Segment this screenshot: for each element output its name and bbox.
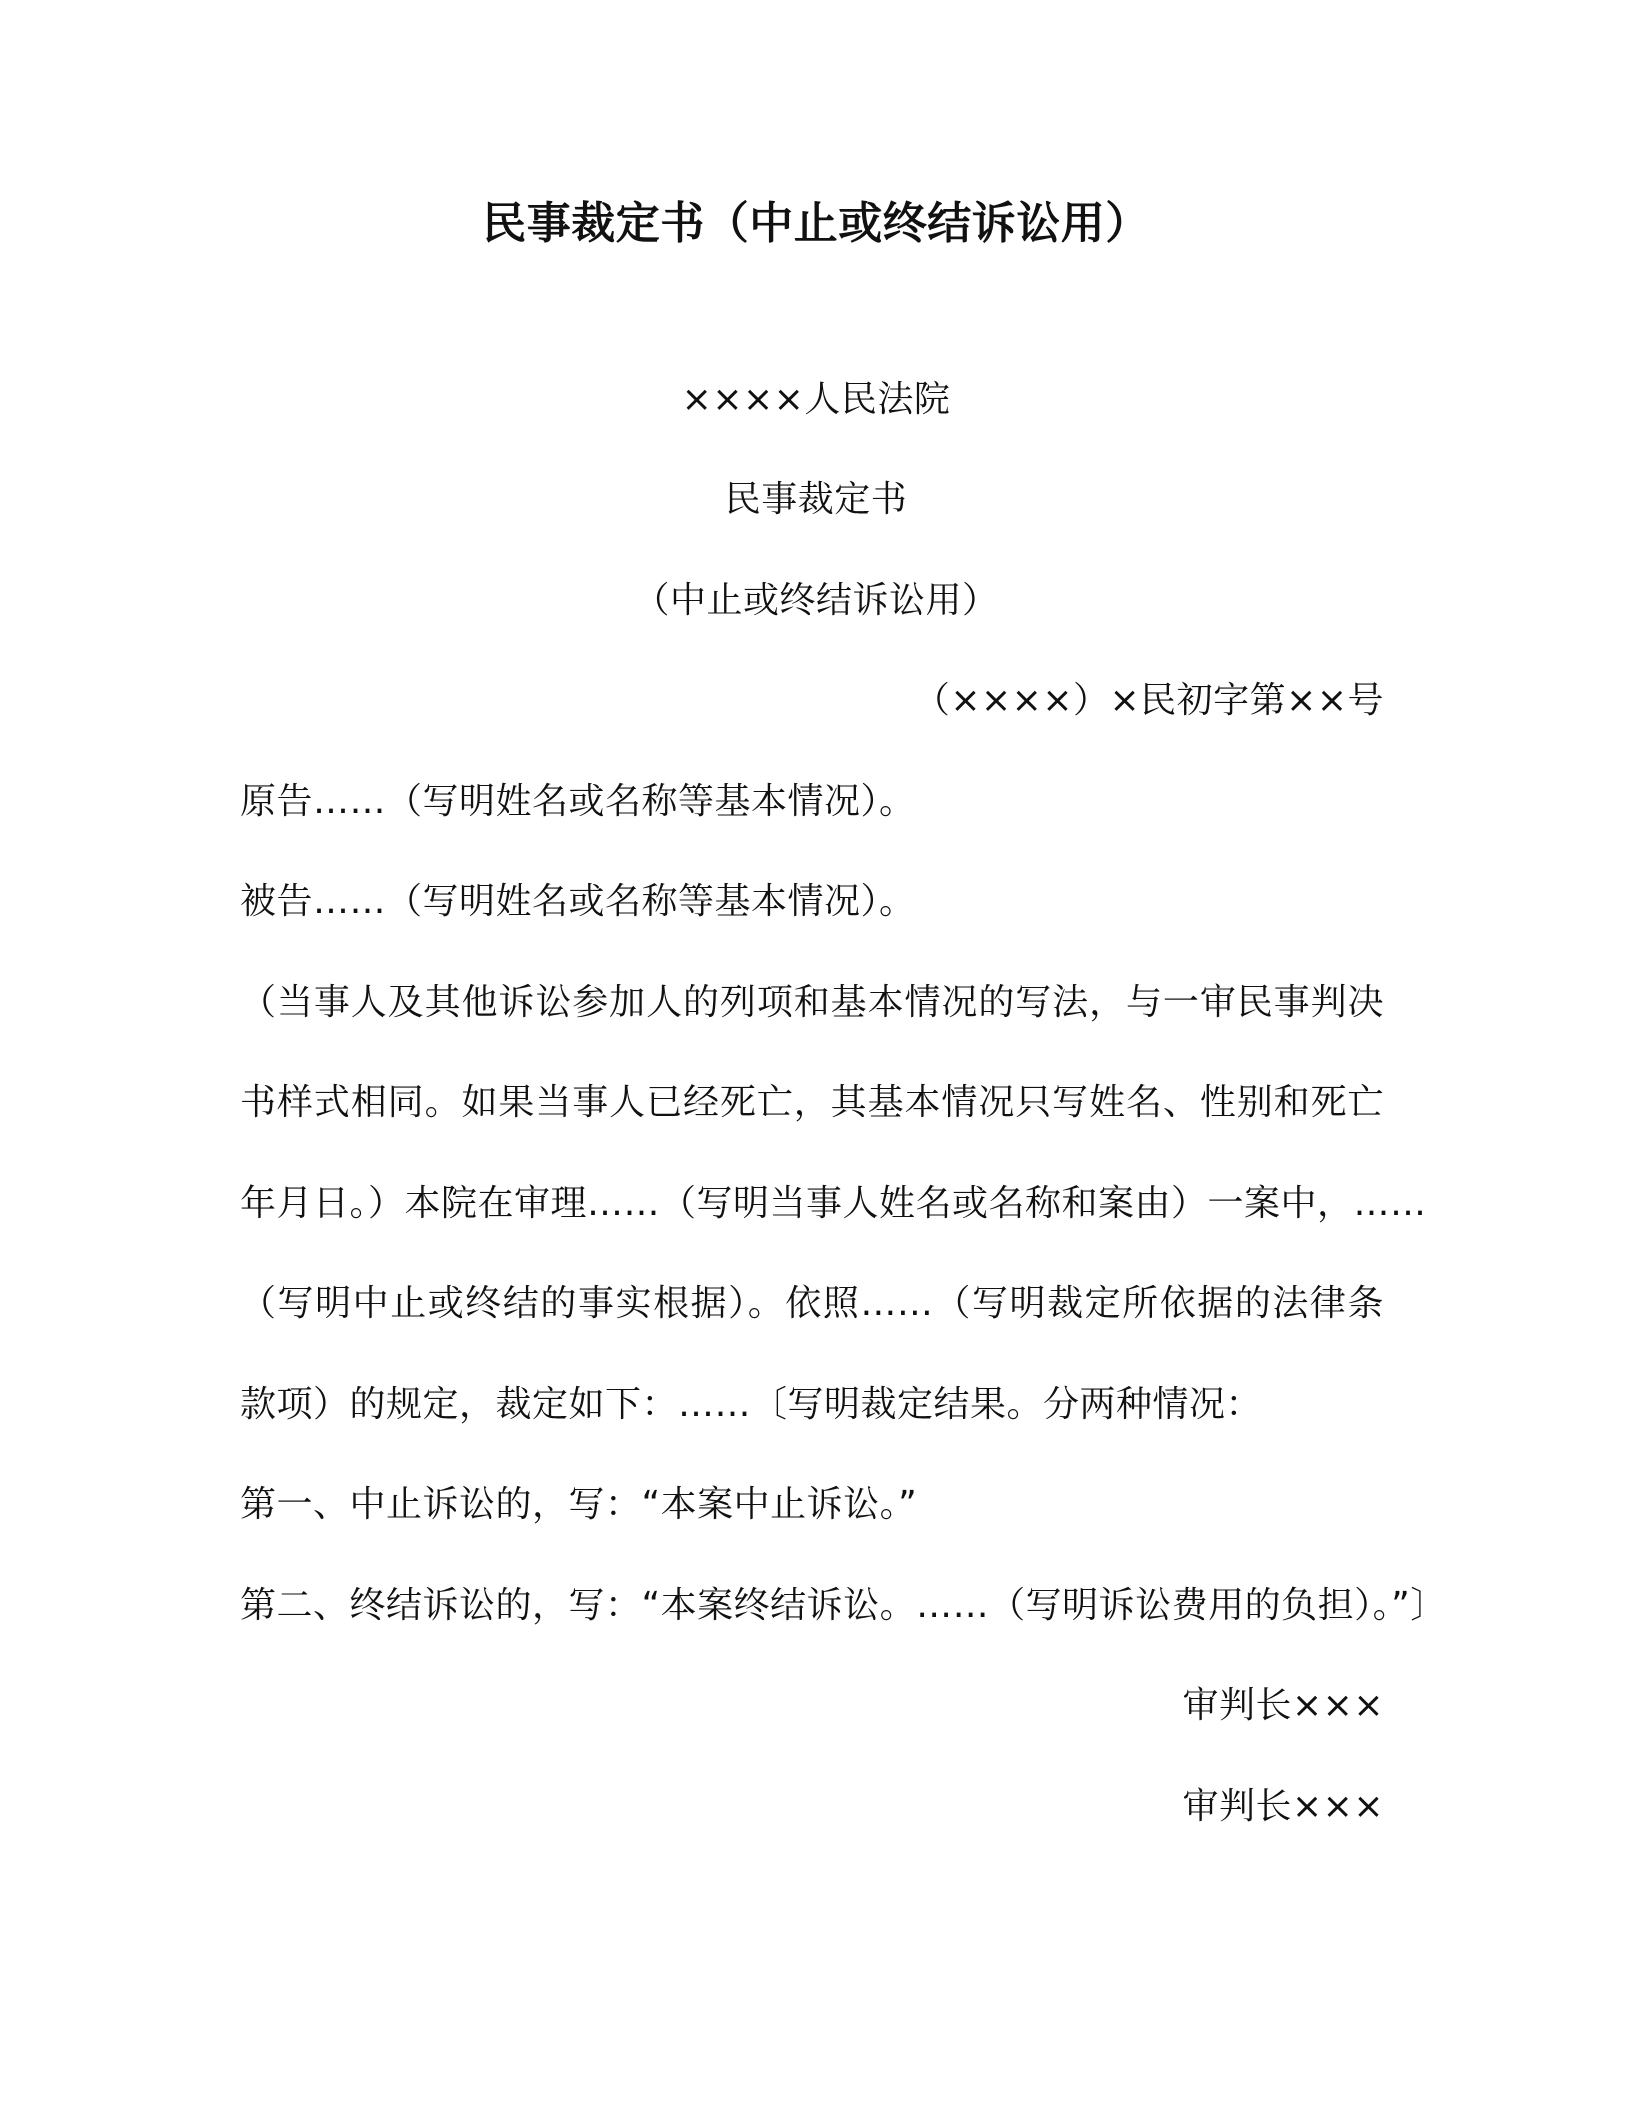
signature-presiding-judge: 审判长××× (1182, 1685, 1384, 1726)
document-title: 民事裁定书（中止或终结诉讼用） (482, 198, 1150, 249)
body-paragraph-line: 年月日。）本院在审理……（写明当事人姓名或名称和案由）一案中，…… (240, 1183, 1427, 1224)
body-paragraph-line: （写明中止或终结的事实根据）。依照……（写明裁定所依据的法律条 (240, 1283, 1384, 1324)
document-type: 民事裁定书 (724, 479, 908, 520)
plaintiff-line: 原告……（写明姓名或名称等基本情况）。 (240, 781, 916, 822)
court-name: ××××人民法院 (681, 379, 951, 420)
body-paragraph-line: 书样式相同。如果当事人已经死亡，其基本情况只写姓名、性别和死亡 (240, 1082, 1384, 1123)
body-paragraph-line: （当事人及其他诉讼参加人的列项和基本情况的写法，与一审民事判决 (240, 982, 1384, 1023)
document-subtype: （中止或终结诉讼用） (633, 580, 999, 621)
second-case-line: 第二、终结诉讼的，写：“本案终结诉讼。……（写明诉讼费用的负担）。”〕 (240, 1585, 1447, 1626)
body-paragraph-line: 款项）的规定，裁定如下：……〔写明裁定结果。分两种情况： (240, 1384, 1263, 1425)
first-case-line: 第一、中止诉讼的，写：“本案中止诉讼。” (240, 1484, 918, 1525)
defendant-line: 被告……（写明姓名或名称等基本情况）。 (240, 881, 916, 922)
case-number: （××××）×民初字第××号 (913, 680, 1384, 721)
signature-presiding-judge: 审判长××× (1182, 1786, 1384, 1827)
